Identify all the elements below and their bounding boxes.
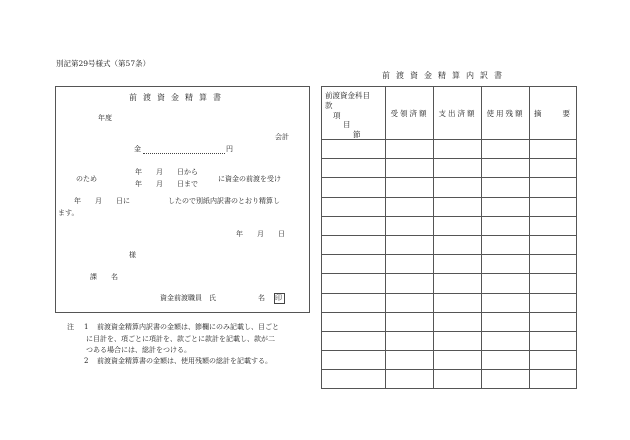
table-row [322, 178, 577, 197]
table-cell[interactable] [322, 140, 386, 159]
amount-prefix: 金 [134, 145, 141, 153]
table-cell[interactable] [386, 312, 434, 331]
table-cell[interactable] [386, 197, 434, 216]
table-cell[interactable] [482, 351, 530, 370]
table-row [322, 235, 577, 254]
note-number: 2 [84, 357, 89, 365]
table-cell[interactable] [322, 274, 386, 293]
seal-char: 印 [275, 294, 282, 302]
table-cell[interactable] [530, 159, 577, 178]
table-cell[interactable] [322, 293, 386, 312]
settlement-text: したので別紙内訳書のとおり精算し [168, 197, 280, 205]
table-cell[interactable] [482, 312, 530, 331]
subject-moku: 目 [343, 120, 351, 129]
document-date: 年 月 日 [236, 230, 285, 238]
table-cell[interactable] [386, 159, 434, 178]
notes-label: 注 [67, 323, 74, 331]
table-cell[interactable] [434, 235, 482, 254]
amount-suffix: 円 [226, 145, 233, 153]
table-cell[interactable] [322, 370, 386, 389]
note-line: に目計を、項ごとに項計を、款ごとに款計を記載し、款が二 [86, 335, 275, 343]
paid-header: 支出済額 [434, 87, 482, 140]
table-cell[interactable] [322, 216, 386, 235]
note-line: 前渡資金精算内訳書の金額は、節欄にのみ記載し、目ごと [97, 323, 279, 331]
table-row [322, 370, 577, 389]
table-cell[interactable] [386, 274, 434, 293]
table-cell[interactable] [482, 159, 530, 178]
table-cell[interactable] [482, 216, 530, 235]
table-cell[interactable] [482, 370, 530, 389]
table-cell[interactable] [530, 293, 577, 312]
table-row [322, 312, 577, 331]
table-row [322, 140, 577, 159]
table-cell[interactable] [434, 159, 482, 178]
table-row [322, 274, 577, 293]
table-cell[interactable] [530, 331, 577, 350]
name-label: 名 [258, 294, 265, 302]
table-cell[interactable] [386, 293, 434, 312]
table-cell[interactable] [530, 370, 577, 389]
advance-received-text: に資金の前渡を受け [218, 175, 281, 183]
table-cell[interactable] [434, 351, 482, 370]
settlement-date-text: 年 月 日に [74, 197, 130, 205]
subject-kan: 款 [325, 101, 333, 110]
breakdown-table [321, 86, 577, 389]
note-line: 前渡資金精算書の金額は、使用残額の総計を記載する。 [97, 357, 272, 365]
table-cell[interactable] [322, 331, 386, 350]
officer-label: 資金前渡職員 氏 [160, 294, 216, 302]
subject-title: 前渡資金科目 [325, 91, 370, 100]
table-cell[interactable] [386, 140, 434, 159]
table-cell[interactable] [386, 178, 434, 197]
breakdown-title: 前渡資金精算内訳書 [382, 71, 508, 80]
remarks-header: 摘 要 [530, 87, 577, 140]
table-cell[interactable] [482, 235, 530, 254]
form-reference: 別記第29号様式（第57条） [56, 59, 151, 68]
period-to: 年 月 日まで [135, 180, 198, 188]
table-cell[interactable] [322, 351, 386, 370]
table-cell[interactable] [482, 140, 530, 159]
table-cell[interactable] [386, 216, 434, 235]
table-cell[interactable] [530, 351, 577, 370]
table-cell[interactable] [434, 370, 482, 389]
table-cell[interactable] [386, 331, 434, 350]
table-cell[interactable] [386, 235, 434, 254]
note-line: つある場合には、総計をつける。 [86, 346, 191, 354]
received-header: 受領済額 [386, 87, 434, 140]
table-cell[interactable] [322, 178, 386, 197]
table-cell[interactable] [530, 140, 577, 159]
table-row [322, 331, 577, 350]
table-header-row [322, 87, 577, 140]
table-row [322, 216, 577, 235]
table-cell[interactable] [322, 235, 386, 254]
table-cell[interactable] [386, 255, 434, 274]
table-cell[interactable] [434, 255, 482, 274]
table-cell[interactable] [434, 178, 482, 197]
subject-header [322, 87, 386, 140]
table-cell[interactable] [482, 293, 530, 312]
table-cell[interactable] [482, 274, 530, 293]
table-cell[interactable] [482, 255, 530, 274]
remaining-header: 使用残額 [482, 87, 530, 140]
table-cell[interactable] [434, 274, 482, 293]
table-cell[interactable] [322, 159, 386, 178]
settlement-text-end: ます。 [58, 209, 79, 217]
table-row [322, 159, 577, 178]
table-cell[interactable] [322, 255, 386, 274]
amount-field [143, 153, 225, 154]
table-cell[interactable] [530, 178, 577, 197]
table-cell[interactable] [530, 235, 577, 254]
table-cell[interactable] [434, 331, 482, 350]
table-cell[interactable] [530, 197, 577, 216]
table-cell[interactable] [434, 140, 482, 159]
fiscal-year-label: 年度 [98, 114, 112, 122]
table-row [322, 351, 577, 370]
table-cell[interactable] [482, 331, 530, 350]
statement-title: 前渡資金精算書 [129, 93, 227, 102]
table-cell[interactable] [434, 312, 482, 331]
table-row [322, 255, 577, 274]
table-cell[interactable] [386, 370, 434, 389]
table-cell[interactable] [386, 351, 434, 370]
account-label: 会計 [275, 133, 289, 141]
purpose-label: のため [76, 175, 97, 183]
note-number: 1 [84, 323, 89, 331]
table-cell[interactable] [530, 255, 577, 274]
table-cell[interactable] [434, 216, 482, 235]
section-name-label: 課 名 [90, 273, 118, 281]
table-cell[interactable] [482, 178, 530, 197]
table-cell[interactable] [530, 312, 577, 331]
period-from: 年 月 日から [135, 168, 198, 176]
table-cell[interactable] [322, 312, 386, 331]
table-cell[interactable] [434, 197, 482, 216]
addressee-suffix: 様 [129, 251, 136, 259]
table-row [322, 293, 577, 312]
subject-kou: 項 [333, 111, 341, 120]
table-cell[interactable] [434, 293, 482, 312]
table-row [322, 197, 577, 216]
table-cell[interactable] [322, 197, 386, 216]
table-cell[interactable] [530, 216, 577, 235]
subject-setsu: 節 [353, 130, 361, 139]
table-cell[interactable] [530, 274, 577, 293]
table-cell[interactable] [482, 197, 530, 216]
